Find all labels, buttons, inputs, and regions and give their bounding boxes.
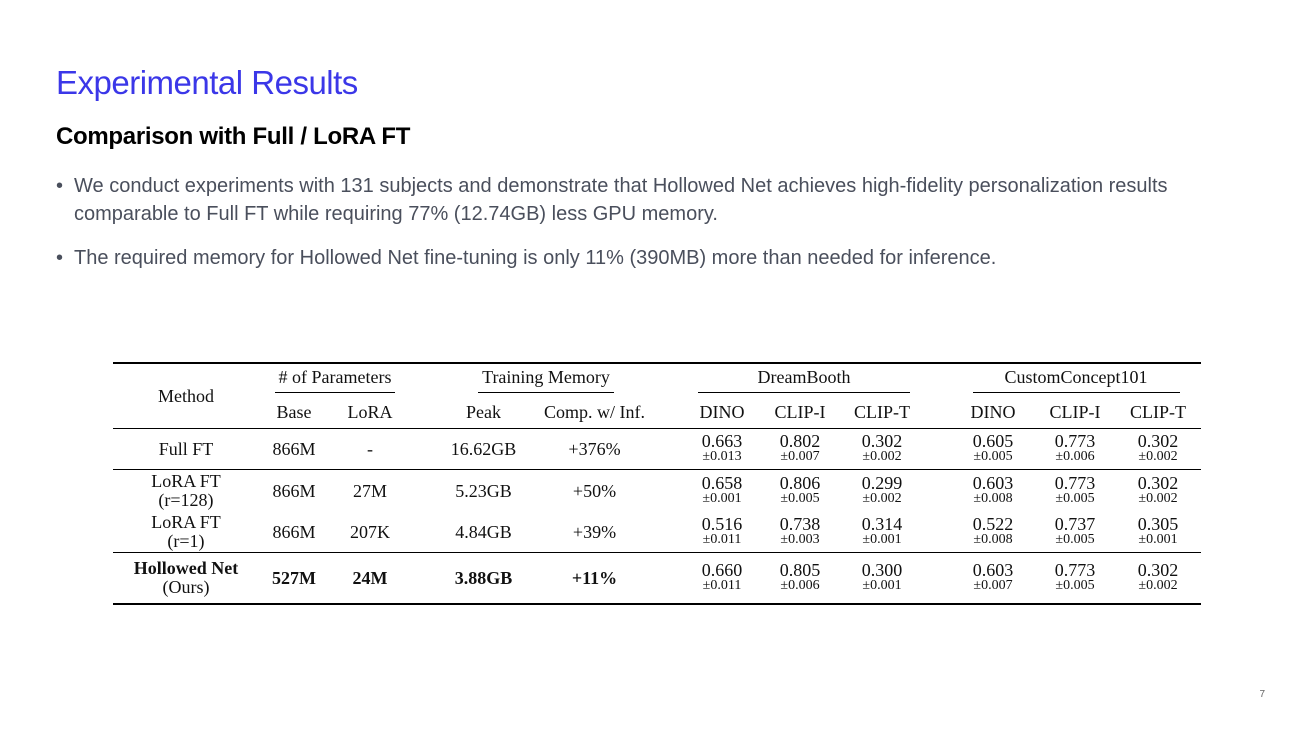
metric-value: 0.805: [779, 560, 821, 580]
metric-value: 0.663: [701, 431, 743, 451]
results-table-body: [113, 429, 1201, 605]
db-metric-cell: [841, 512, 923, 553]
header-cc-dino: DINO: [970, 401, 1016, 422]
base-cell: 866M: [272, 521, 316, 542]
cc-metric-cell: [1115, 512, 1201, 553]
db-metric-cell: [841, 553, 923, 605]
metric-std: ±0.002: [862, 491, 902, 506]
metric-std: ±0.002: [1138, 449, 1178, 464]
base-cell: 866M: [259, 429, 329, 470]
metric-value: 0.522: [972, 514, 1014, 534]
metric-value: 0.660: [701, 560, 743, 580]
header-base: Base: [276, 401, 312, 422]
metric-std: ±0.002: [862, 449, 902, 464]
peak-cell: 5.23GB: [435, 470, 532, 513]
header-customconcept-group: CustomConcept101: [951, 363, 1201, 396]
cc-metric-cell: [951, 470, 1035, 513]
method-line: LoRA FT: [151, 512, 221, 532]
header-memory-group: Training Memory: [435, 363, 657, 396]
base-cell: 866M: [259, 470, 329, 513]
method-line: (Ours): [162, 577, 210, 597]
metric-std: ±0.006: [780, 578, 820, 593]
header-row-groups: [113, 363, 1201, 396]
peak-cell: 3.88GB: [435, 553, 532, 605]
cc-metric-cell: [1035, 512, 1115, 553]
metric-value: 0.305: [1137, 514, 1179, 534]
bullet-list: [56, 172, 1256, 288]
peak-cell: 16.62GB: [435, 429, 532, 470]
header-dreambooth-group: DreamBooth: [685, 363, 923, 396]
metric-value: 0.658: [701, 473, 743, 493]
metric-std: ±0.002: [1138, 578, 1178, 593]
metric-value: 0.516: [701, 514, 743, 534]
page-number: 7: [1259, 689, 1265, 700]
lora-cell: -: [329, 429, 411, 470]
bullet-item: • We conduct experiments with 131 subjects and demonstrate that Hollowed Net achieves high-fidelity personalization results comparable to Full FT while requiring 77% (12.74GB) less GPU memory.: [56, 172, 1256, 228]
metric-value: 0.806: [779, 473, 821, 493]
method-line: Hollowed Net: [133, 558, 239, 578]
table-row: [113, 470, 1201, 513]
method-cell: [113, 470, 259, 513]
metric-value: 0.773: [1054, 473, 1096, 493]
cc-metric-cell: [1035, 429, 1115, 470]
metric-std: ±0.006: [1055, 449, 1095, 464]
db-metric-cell: [685, 470, 759, 513]
lora-cell: 207K: [350, 521, 390, 542]
lora-cell: 27M: [329, 470, 411, 513]
db-metric-cell: [759, 429, 841, 470]
method-cell: [113, 553, 259, 605]
comp-cell: +11%: [532, 553, 657, 605]
metric-value: 0.302: [1137, 560, 1179, 580]
method-line: (r=128): [158, 490, 214, 510]
slide-title: Experimental Results: [56, 64, 358, 101]
cc-metric-cell: [1115, 553, 1201, 605]
comp-cell: +50%: [532, 470, 657, 513]
metric-value: 0.603: [972, 560, 1014, 580]
header-db-clip-i: CLIP-I: [774, 401, 826, 422]
cc-metric-cell: [1035, 553, 1115, 605]
comp-cell: +376%: [532, 429, 657, 470]
cc-metric-cell: [1035, 470, 1115, 513]
metric-value: 0.737: [1054, 514, 1096, 534]
header-comp: Comp. w/ Inf.: [544, 401, 645, 422]
metric-value: 0.302: [1137, 431, 1179, 451]
db-metric-cell: [685, 512, 759, 553]
method-line: LoRA FT: [151, 471, 221, 491]
metric-std: ±0.011: [702, 532, 742, 547]
bullet-item: • The required memory for Hollowed Net fine-tuning is only 11% (390MB) more than needed for inference.: [56, 244, 1256, 272]
db-metric-cell: [841, 470, 923, 513]
metric-std: ±0.001: [862, 578, 902, 593]
metric-std: ±0.003: [780, 532, 820, 547]
metric-std: ±0.005: [1055, 532, 1095, 547]
metric-std: ±0.007: [973, 578, 1013, 593]
db-metric-cell: [685, 553, 759, 605]
results-table-figure: [106, 356, 1207, 615]
cc-metric-cell: [1115, 470, 1201, 513]
metric-std: ±0.008: [973, 532, 1013, 547]
header-cc-clip-t: CLIP-T: [1130, 401, 1186, 422]
metric-value: 0.314: [861, 514, 903, 534]
metric-value: 0.300: [861, 560, 903, 580]
metric-std: ±0.005: [1055, 578, 1095, 593]
table-row: [113, 553, 1201, 605]
db-metric-cell: [759, 512, 841, 553]
method-cell: [113, 512, 259, 553]
cc-metric-cell: [951, 553, 1035, 605]
cc-metric-cell: [1115, 429, 1201, 470]
metric-value: 0.802: [779, 431, 821, 451]
header-db-clip-t: CLIP-T: [854, 401, 910, 422]
header-peak: Peak: [466, 401, 501, 422]
comp-cell: +39%: [572, 521, 617, 542]
db-metric-cell: [685, 429, 759, 470]
metric-std: ±0.001: [1138, 532, 1178, 547]
metric-std: ±0.005: [1055, 491, 1095, 506]
metric-value: 0.299: [861, 473, 903, 493]
db-metric-cell: [841, 429, 923, 470]
header-method: Method: [113, 363, 259, 429]
header-cc-clip-i: CLIP-I: [1049, 401, 1101, 422]
metric-value: 0.603: [972, 473, 1014, 493]
header-params-group: # of Parameters: [259, 363, 411, 396]
metric-std: ±0.005: [973, 449, 1013, 464]
method-cell: [113, 429, 259, 470]
metric-std: ±0.011: [702, 578, 742, 593]
metric-std: ±0.008: [973, 491, 1013, 506]
base-cell: 527M: [259, 553, 329, 605]
metric-value: 0.302: [1137, 473, 1179, 493]
table-row: [113, 429, 1201, 470]
header-lora: LoRA: [347, 401, 393, 422]
metric-value: 0.738: [779, 514, 821, 534]
metric-value: 0.773: [1054, 560, 1096, 580]
metric-std: ±0.001: [702, 491, 742, 506]
metric-std: ±0.007: [780, 449, 820, 464]
metric-value: 0.605: [972, 431, 1014, 451]
cc-metric-cell: [951, 429, 1035, 470]
metric-std: ±0.002: [1138, 491, 1178, 506]
metric-std: ±0.005: [780, 491, 820, 506]
metric-std: ±0.001: [862, 532, 902, 547]
db-metric-cell: [759, 553, 841, 605]
slide-subtitle: Comparison with Full / LoRA FT: [56, 123, 411, 150]
method-line: Full FT: [158, 438, 214, 459]
metric-std: ±0.013: [702, 449, 742, 464]
table-row: [113, 512, 1201, 553]
peak-cell: 4.84GB: [455, 521, 512, 542]
header-row-columns: [113, 396, 1201, 429]
header-db-dino: DINO: [699, 401, 745, 422]
results-table: [113, 362, 1201, 605]
method-line: (r=1): [167, 531, 205, 551]
cc-metric-cell: [951, 512, 1035, 553]
db-metric-cell: [759, 470, 841, 513]
lora-cell: 24M: [329, 553, 411, 605]
metric-value: 0.773: [1054, 431, 1096, 451]
metric-value: 0.302: [861, 431, 903, 451]
